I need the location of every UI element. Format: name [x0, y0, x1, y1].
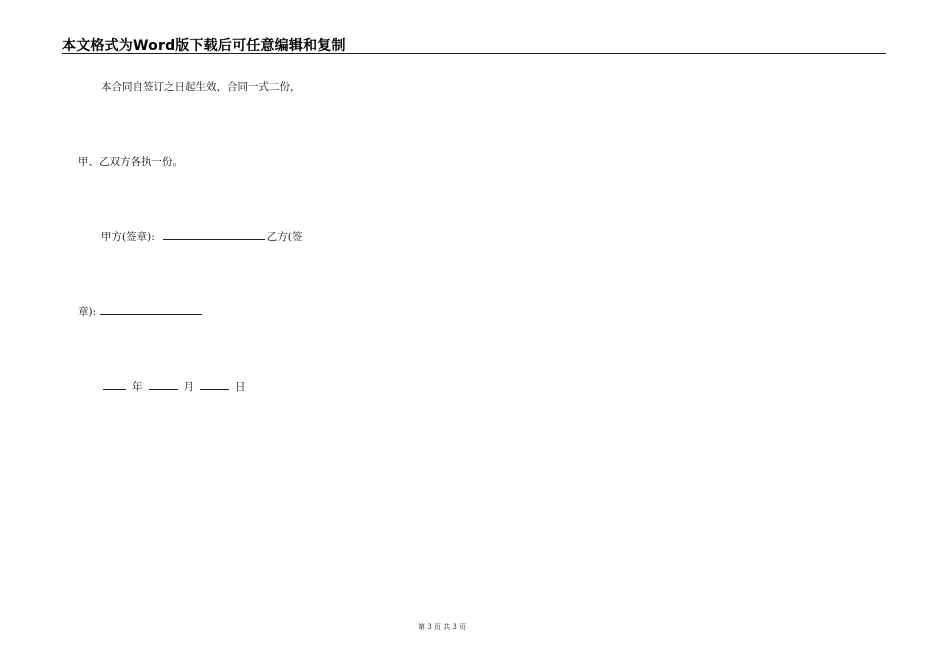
- party-a-signature-blank: [163, 229, 265, 240]
- header-divider: [62, 53, 886, 54]
- month-blank: [149, 379, 178, 390]
- document-header-title: 本文格式为Word版下载后可任意编辑和复制: [62, 38, 346, 54]
- paragraph-copies-clause: [78, 154, 183, 169]
- paragraph-text: 本合同自签订之日起生效，合同一式二份，: [101, 81, 301, 93]
- page-number-footer: 第 3 页 共 3 页: [417, 623, 467, 631]
- paragraph-text: 甲、乙双方各执一份。: [78, 156, 183, 168]
- signature-line-party-b: [78, 304, 204, 319]
- party-b-signature-blank: [100, 304, 202, 315]
- party-b-sign-label-end: 章):: [78, 306, 97, 318]
- paragraph-effective-clause: [101, 79, 301, 94]
- signature-line-party-a: [101, 229, 302, 244]
- day-blank: [200, 379, 229, 390]
- year-label: 年: [132, 381, 143, 393]
- year-blank: [103, 379, 126, 390]
- day-label: 日: [235, 381, 246, 393]
- party-a-sign-label: 甲方(签章):: [101, 231, 155, 243]
- month-label: 月: [183, 381, 194, 393]
- party-b-sign-label-start: 乙方(签: [266, 231, 303, 243]
- date-line: [101, 379, 250, 394]
